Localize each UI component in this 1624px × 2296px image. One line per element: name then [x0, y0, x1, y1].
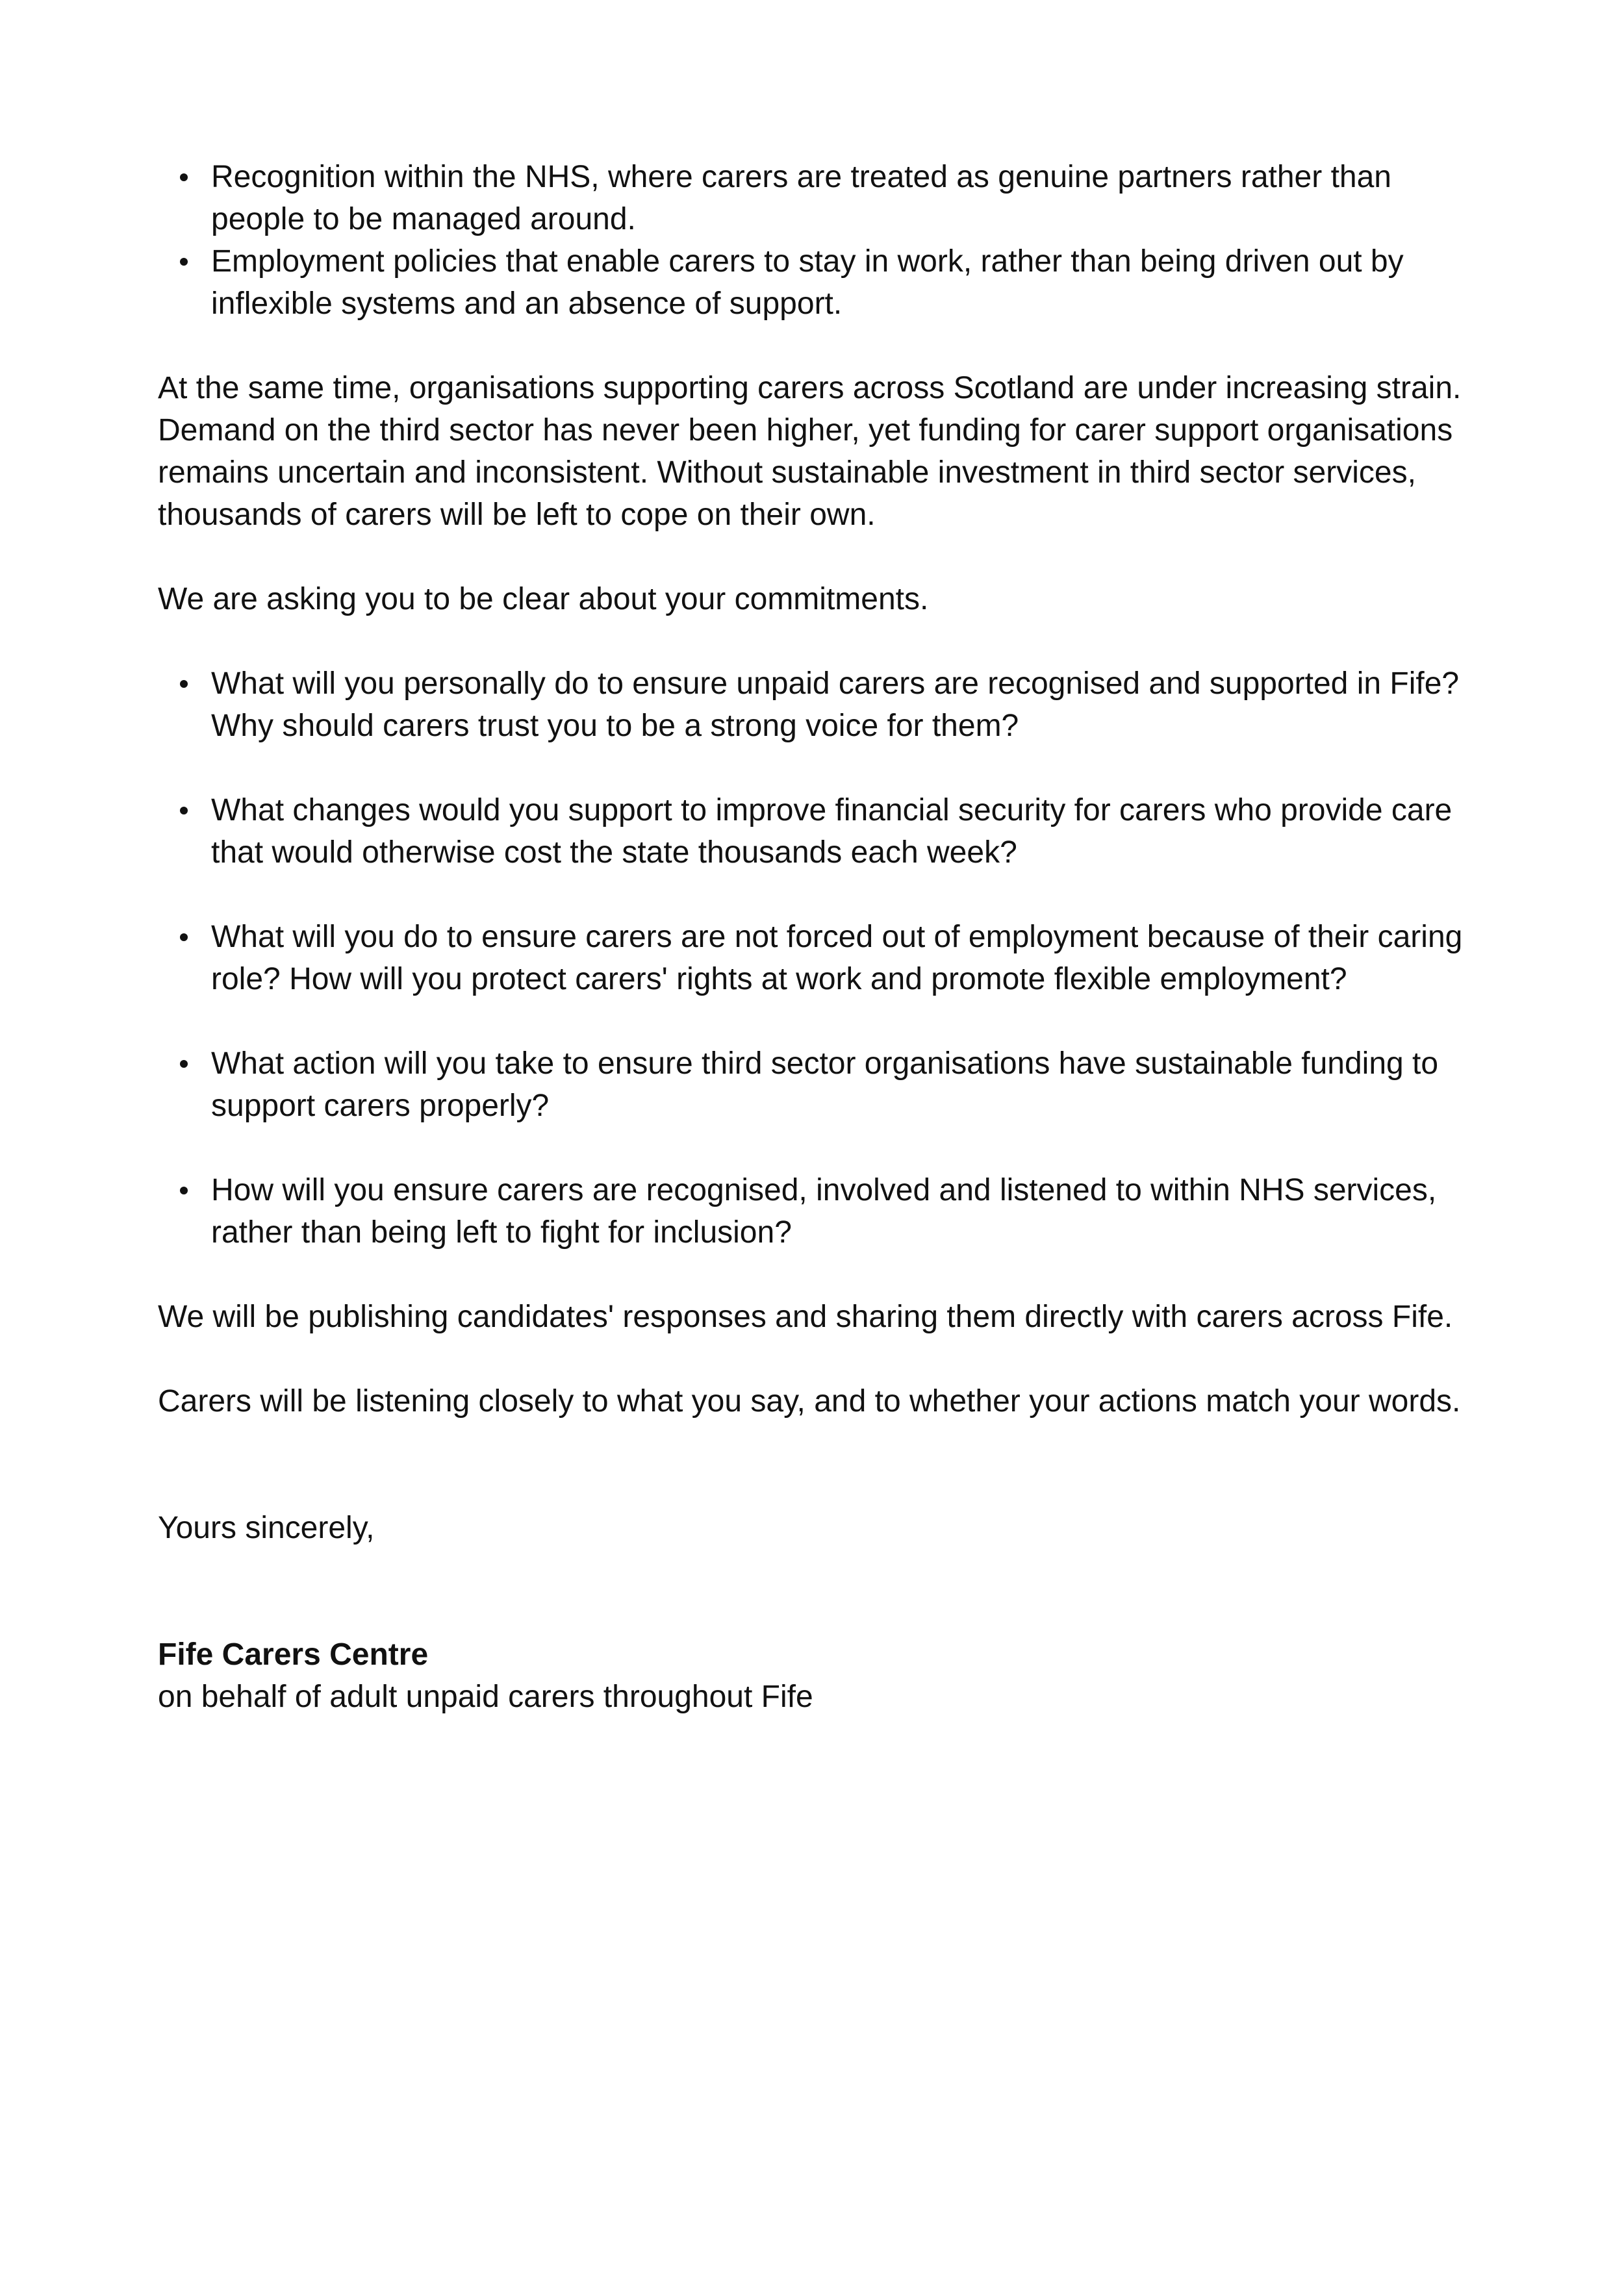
publishing-paragraph: We will be publishing candidates' responses and sharing them directly with carers across Fife. [158, 1300, 1453, 1334]
signature-space [158, 1549, 1477, 1634]
list-item: What will you do to ensure carers are not forced out of employment because of their caring role? How will you protect carers' rights at work and promote flexible employment? [158, 916, 1477, 1000]
list-item: What will you personally do to ensure unpaid carers are recognised and supported in Fife? Why should carers trust you to be a strong voice for them? [158, 662, 1477, 747]
third-sector-paragraph: At the same time, organisations supporting carers across Scotland are under increasing strain. Demand on the third sector has never been higher, yet funding for carer support organisations remains uncertain and inconsistent. Without sustainable investment in third sector services, thousands of carers will be left to cope on their own. [158, 371, 1462, 532]
intro-bullet-list [158, 156, 1477, 325]
list-item: Employment policies that enable carers to stay in work, rather than being driven out by inflexible systems and an absence of support. [158, 240, 1477, 325]
spacer [158, 1422, 1477, 1507]
organisation-tagline: on behalf of adult unpaid carers throughout Fife [158, 1680, 813, 1714]
listening-paragraph: Carers will be listening closely to what you say, and to whether your actions match your words. [158, 1384, 1461, 1419]
signoff: Yours sincerely, [158, 1511, 375, 1545]
commitments-paragraph: We are asking you to be clear about your commitments. [158, 582, 929, 616]
list-item: How will you ensure carers are recognised, involved and listened to within NHS services, rather than being left to fight for inclusion? [158, 1169, 1477, 1254]
list-item: What changes would you support to improve financial security for carers who provide care that would otherwise cost the state thousands each week? [158, 789, 1477, 874]
letter-page [158, 156, 1477, 1718]
questions-list [158, 662, 1477, 1254]
list-item: Recognition within the NHS, where carers are treated as genuine partners rather than people to be managed around. [158, 156, 1477, 240]
organisation-name: Fife Carers Centre [158, 1637, 429, 1672]
list-item: What action will you take to ensure third sector organisations have sustainable funding to support carers properly? [158, 1042, 1477, 1127]
